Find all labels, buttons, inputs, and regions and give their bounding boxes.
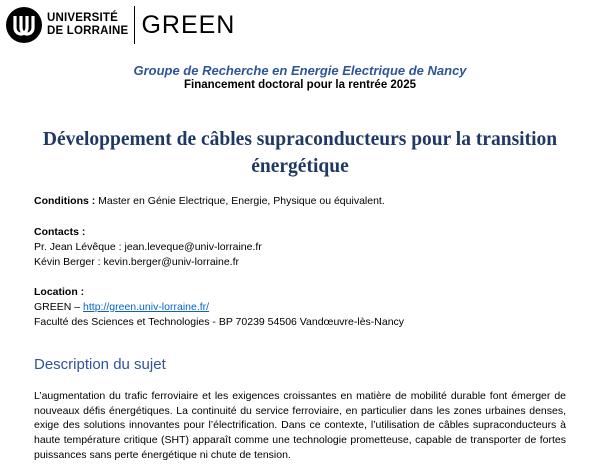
green-lab-logo: GREEN [141,10,236,39]
location-block [34,285,404,330]
thesis-title: Développement de câbles supraconducteurs pour la transition énergétique [42,129,558,177]
university-name-line2: DE LORRAINE [47,25,129,37]
section-heading-description: Description du sujet [34,356,166,373]
header [6,4,235,46]
contact-line: Pr. Jean Lévêque : jean.leveque@univ-lorraine.fr [34,241,262,253]
conditions-label: Conditions : [34,195,96,207]
funding-line: Financement doctoral pour la rentrée 2025 [184,79,416,91]
header-divider [134,6,135,44]
contacts-block [34,225,262,270]
location-url-line [34,300,404,315]
green-website-link[interactable]: http://green.univ-lorraine.fr/ [83,301,210,313]
location-label: Location : [34,286,85,298]
contact-line: Kévin Berger : kevin.berger@univ-lorraine.fr [34,256,239,268]
conditions-text: Master en Génie Electrique, Energie, Physique ou équivalent. [95,195,385,207]
lab-name: Groupe de Recherche en Energie Electrique de Nancy [133,63,467,78]
description-paragraph: L’augmentation du trafic ferroviaire et les exigences croissantes en matière de mobilité durable font émerger de nouveaux défis énergétiques. La continuité du service ferroviaire, en particulier dans les zones urbaines denses, exige des solutions innovantes pour l’électrification. Dans ce contexte, l’utilisation de câbles supraconducteurs à haute température critique (SHT) apparaît comme une technologie prometteuse, capable de transporter de fortes puissances sans perte énergétique ni chute de tension. [34,390,566,461]
location-prefix: GREEN – [34,301,84,313]
conditions-block [34,194,385,209]
university-name [47,12,128,38]
universite-lorraine-logo-icon [6,7,42,43]
university-name-line1: UNIVERSITÉ [47,12,119,24]
location-address: Faculté des Sciences et Technologies - BP 70239 54506 Vandœuvre-lès-Nancy [34,316,405,328]
contacts-label: Contacts : [34,226,86,238]
